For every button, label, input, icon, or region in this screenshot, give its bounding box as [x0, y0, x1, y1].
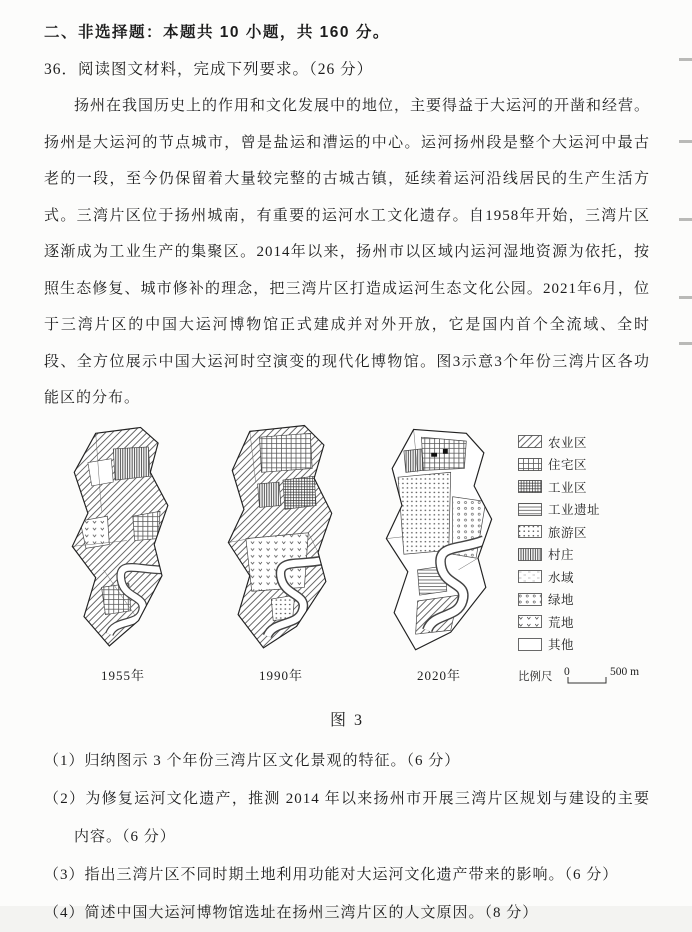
legend-swatch-resid: [518, 458, 542, 471]
legend-swatch-herit: [518, 503, 542, 516]
legend-item-agri: [518, 433, 652, 451]
legend-label: 荒地: [548, 615, 575, 630]
legend-label: 工业区: [548, 480, 588, 495]
legend-swatch-other: [518, 638, 542, 651]
legend-label: 水域: [548, 570, 575, 585]
section-heading: 二、非选择题：本题共 10 小题，共 160 分。: [44, 24, 390, 41]
question-3: （3）指出三湾片区不同时期土地利用功能对大运河文化遗产带来的影响。（6 分）: [44, 867, 619, 883]
legend-swatch-indus: [518, 480, 542, 493]
scale-start: 0: [564, 666, 570, 678]
legend-label: 村庄: [548, 548, 575, 562]
reading-passage: 扬州在我国历史上的作用和文化发展中的地位，主要得益于大运河的开凿和经营。扬州是大运河的节点城市，曾是盐运和漕运的中心。运河扬州段是整个大运河中最古老的一段，至今仍保留着大量较完整的古城古镇，延续着运河沿线居民的生产生活方式。三湾片区位于扬州城南，有重要的运河水工文化遗存。自1958年开始，三湾片区逐渐成为工业生产的集聚区。2014年以来，扬州市以区域内运河湿地资源为依托，按照生态修复、城市修补的理念，把三湾片区打造成运河生态文化公园。2021年6月，位于三湾片区的中国大运河博物馆正式建成并对外开放，它是国内首个全流域、全时段、全方位展示中国大运河时空演变的现代化博物馆。图3示意3个年份三湾片区各功能区的分布。: [44, 98, 651, 406]
map-year-2020: 2020年: [416, 667, 461, 683]
map-1955: [45, 423, 201, 663]
figure-3: [44, 423, 650, 695]
map-year-1990: 1990年: [258, 667, 303, 683]
map-1990: [203, 423, 359, 663]
question-2: （2）为修复运河文化遗产，推测 2014 年以来扬州市开展三湾片区规划与建设的主要内容。（6 分）: [44, 791, 650, 845]
legend-item-indus: [518, 478, 652, 496]
legend-label: 旅游区: [548, 525, 588, 540]
legend-swatch-water: [518, 570, 542, 583]
map-block-2020: [360, 423, 518, 684]
legend-swatch-tour: [518, 525, 542, 538]
map-block-1990: [202, 423, 360, 684]
legend-item-village: [518, 545, 652, 563]
scan-mark: [679, 140, 692, 143]
maps-row: [44, 423, 518, 684]
scale-end: 500 m: [610, 666, 640, 678]
question-1: （1）归纳图示 3 个年份三湾片区文化景观的特征。（6 分）: [44, 753, 461, 769]
legend-label: 农业区: [548, 435, 588, 450]
map-year-1955: 1955年: [100, 667, 145, 683]
map-legend: [518, 423, 652, 695]
scan-mark: [679, 342, 692, 345]
legend-label: 绿地: [548, 593, 575, 607]
legend-item-tour: [518, 523, 652, 541]
legend-item-water: [518, 568, 652, 586]
map-block-1955: [44, 423, 202, 684]
figure-caption: 图 3: [329, 712, 364, 729]
legend-swatch-agri: [518, 435, 542, 448]
question-4: （4）简述中国大运河博物馆选址在扬州三湾片区的人文原因。（8 分）: [44, 905, 539, 921]
legend-item-resid: [518, 455, 652, 473]
scan-mark: [679, 58, 692, 61]
legend-item-other: [518, 635, 652, 653]
scale-bar: [518, 663, 652, 694]
legend-label: 其他: [548, 638, 575, 652]
scan-mark: [679, 218, 692, 221]
legend-item-herit: [518, 500, 652, 518]
map-2020: [361, 423, 517, 663]
scale-bar-svg: [518, 663, 652, 689]
legend-label: 工业遗址: [548, 503, 601, 517]
scale-label: 比例尺: [518, 671, 553, 683]
legend-swatch-village: [518, 548, 542, 561]
legend-label: 住宅区: [548, 458, 588, 472]
legend-swatch-waste: [518, 615, 542, 628]
scan-mark: [679, 296, 692, 299]
question-36-intro: 36．阅读图文材料，完成下列要求。（26 分）: [44, 61, 374, 78]
legend-item-waste: [518, 613, 652, 631]
legend-item-green: [518, 590, 652, 608]
legend-swatch-green: [518, 593, 542, 606]
question-list: [44, 742, 650, 932]
